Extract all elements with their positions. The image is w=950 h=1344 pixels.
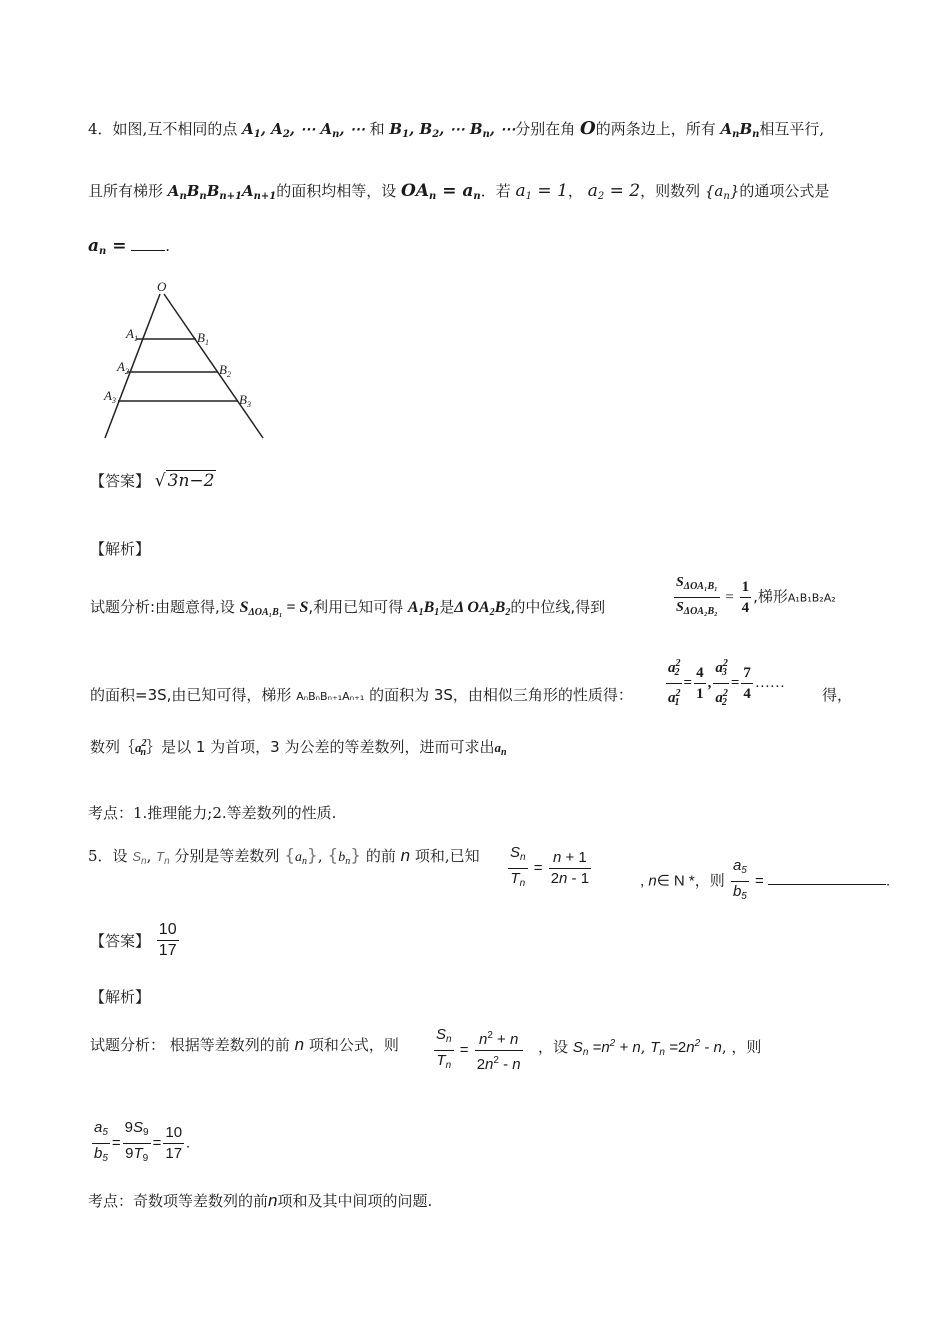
q4-line2-intro: 且所有梯形 [88,182,164,200]
q4-analysis-l2-prefix: 的面积=3S,由已知可得，梯形 [90,686,292,704]
q4-a2: $a_2 = 2$ [587,181,641,202]
q4-line2-cond: ．若 [480,182,511,200]
q5-analysis-end: . [186,1134,191,1152]
q5-text1: 分别是等差数列 [174,847,280,865]
q5-given-ratio: $\frac{S_n}{T_n}$ = $\frac{n + 1}{2n - 1}$ [506,843,593,894]
q4-line2 [88,180,829,202]
figure-right-ray [164,294,263,438]
q4-analysis-triangle: Δ $OA_2B_2$ [454,599,511,618]
q5-n1-2n1-fraction: $\frac{n + 1}{2n - 1}$ [550,849,590,887]
figure-label-a1: $A_1$ [126,326,138,343]
q4-analysis-an: $a_n$ [494,740,507,758]
q5-answer-den: 17 [158,942,177,959]
q5-n-set: n [648,872,657,890]
q5-n: n [400,846,411,865]
q5-seq-a: $\{a_n\}$ [284,846,318,867]
q4-analysis-l2-mid: 的面积为 3S，由相似三角形的性质得： [369,686,633,704]
q4-analysis-l1-prefix: 试题分析:由题意得,设 [90,598,235,616]
q4-ratio-4-1: $\frac{4}{1}$ [696,665,704,702]
q5-analysis-tn-def: $T_n =2n^2 - n$ [650,1038,722,1058]
q4-area-ratio-fraction: $\frac{S_{\Delta OA_1B_1}}{S_{\Delta OA_2B_2}}$ [676,575,718,617]
q5-analysis-mid: 项和公式，则 [308,1036,399,1054]
q5-analysis-then: ，则 [731,1038,762,1056]
q5-answer-fraction [157,920,179,961]
q5-sn: $S_n$ [132,849,147,867]
q5-text2: 的前 [365,847,396,865]
q4-analysis-l3-mid: ｝是以 1 为首项，3 为公差的等差数列，进而可求出 [146,738,495,756]
q5-analysis-10-17: $\frac{10}{17}$ [165,1124,183,1162]
q4-line2-mid: 的面积均相等，设 [276,182,397,200]
q4-trapezoid-name: $A_nB_nB_{n+1}A_{n+1}$ [167,182,277,202]
q4-answer-label: 【答案】 [90,472,151,490]
q4-analysis-l3-prefix: 数列｛ [90,738,136,756]
q5-answer-label: 【答案】 [90,932,151,950]
q4-analysis-l1-trapname: A₁B₁B₂A₂ [787,591,836,605]
q5-analysis-line1-right: ，设 $S_n =n^2 + n$, $T_n =2n^2 - n$, ，则 [538,1038,762,1058]
q4-analysis-s-def: $S_{\Delta OA_1B_1} = S$ [239,599,309,618]
q4-a1: $a_1 = 1$ [515,181,568,202]
q4-area-ratio-value: $\frac{1}{4}$ [741,579,750,616]
q4-analysis-a1b1: $A_1B_1$ [407,599,440,618]
q4-line2-tail: 的通项公式是 [739,182,830,200]
figure-label-a3: $A_3$ [104,388,116,405]
q5-text3: 项和,已知 [414,847,480,865]
q4-analysis-an-sq: $a^2_n$ [135,738,147,758]
q4-angle-vertex: O [580,118,596,139]
q4-ratio-7-4: $\frac{7}{4}$ [743,665,751,702]
q4-line1-and: 和 [369,120,385,138]
q5-analysis-9s9-9t9: $\frac{9S_9}{9T_9}$ [124,1119,149,1164]
q5-number: 5．设 [88,847,128,865]
figure-label-a2: $A_2$ [117,359,129,376]
q5-end: . [885,872,891,890]
q4-answer-sqrt: √ 3n−2 [154,471,215,491]
q4-answer-blank [131,236,165,251]
q5-analysis-set: ，设 [538,1038,569,1056]
q4-answer [90,470,216,491]
q5-analysis-n2-fraction: $\frac{n^2 + n}{2n^2 - n}$ [475,1026,523,1075]
q4-ratio-a2-a1: $\frac{a^2_2}{a^2_1}$ [666,654,682,713]
q5-kaodian-suffix: 项和及其中间项的问题. [277,1192,433,1210]
q4-analysis-line2 [90,684,633,705]
q4-analysis-l2-tail: 得， [822,686,853,704]
q5-seq-b: $\{b_n\}$ [327,846,362,867]
q4-points-a: $A_1$, $A_2$, ⋯ $A_n$, ⋯ [242,120,365,140]
q4-points-b: $B_1$, $B_2$, ⋯ $B_n$, ⋯ [389,120,516,140]
q4-line1-tail2: 相互平行, [759,120,825,138]
q5-analysis-line2: $\frac{a_5}{b_5}$ = $\frac{9S_9}{9T_9}$ = $\frac{10}{17}$ . [90,1118,190,1169]
q5-answer-num: 10 [157,920,179,941]
q4-analysis-l1-is: 是 [439,598,455,616]
q5-line1: 5．设 $S_n$, $T_n$ 分别是等差数列 $\{a_n\}$, $\{b_n\}$ 的前 n 项和,已知 [88,846,480,867]
q5-answer [90,920,181,961]
q4-analysis-l1-trap: ,梯形 [753,587,788,606]
q4-line1-intro: 如图,互不相同的点 [112,120,238,138]
q5-analysis-n: n [294,1035,305,1054]
q4-anbn: $A_nB_n$ [720,120,760,140]
q5-kaodian-prefix: 考点：奇数项等差数列的前 [88,1192,269,1210]
q5-analysis-sn-tn: $\frac{S_n}{T_n}$ [436,1026,452,1071]
q4-line2-then: ，则数列 [640,182,701,200]
q4-line3 [88,236,170,257]
q5-set: ∈ N * [656,872,695,890]
q4-line1-mid: 分别在角 [515,120,576,138]
q4-analysis-l1-midline: 的中位线,得到 [510,598,606,616]
q5-analysis-label: 【解析】 [90,988,151,1006]
q4-line1 [88,118,824,140]
q5-analysis-a5-b5: $\frac{a_5}{b_5}$ [94,1119,108,1164]
q4-analysis-line3 [90,736,507,758]
q5-a5-b5-fraction: $\frac{a_5}{b_5}$ [732,857,747,902]
q4-ratio-a3-a2: $\frac{a^2_3}{a^2_2}$ [713,654,729,713]
q4-analysis-label: 【解析】 [90,540,151,558]
q5-analysis-line1 [90,1034,399,1055]
q5-analysis-formula: $\frac{S_n}{T_n}$ = $\frac{n^2 + n}{2n^2 - n}$ [432,1025,525,1076]
q4-analysis-ratio: $\frac{S_{\Delta OA_1B_1}}{S_{\Delta OA_2B_2}}$ = $\frac{1}{4}$ ,梯形A₁B₁B₂A₂ [672,573,836,622]
q4-def-oan: $OA_n = a_n$ [401,181,481,202]
q4-analysis-l2-dots: …… [754,674,785,691]
q4-analysis-l1-mid: ,利用已知可得 [308,598,404,616]
q5-tn: $T_n$ [156,849,170,867]
q4-line2-sep: ， [567,182,583,200]
q5-analysis-prefix: 试题分析： 根据等差数列的前 [90,1036,290,1054]
q5-sn-tn-fraction: $\frac{S_n}{T_n}$ [510,844,526,889]
q4-number: 4． [88,120,113,138]
figure-label-o: O [157,280,167,294]
q5-then: ，则 [694,871,725,890]
q4-line1-tail: 的两条边上，所有 [595,120,716,138]
q4-analysis-l2-trapname: AₙBₙBₙ₊₁Aₙ₊₁ [296,690,365,703]
q4-figure [100,280,275,445]
q4-analysis-ratios: $\frac{a^2_2}{a^2_1}$ = $\frac{4}{1}$ , $\frac{a^2_3}{a^2_2}$ = $\frac{7}{4}$ …… [664,654,785,713]
figure-label-b3: $B_3$ [239,392,251,409]
q5-answer-blank [768,870,886,885]
q5-analysis-sn-def: $S_n =n^2 + n$ [572,1038,641,1058]
figure-label-b2: $B_2$ [219,362,231,379]
figure-label-b1: $B_1$ [197,330,209,347]
q4-line3-end: . [165,237,171,255]
figure-left-ray [105,294,160,438]
q4-analysis-line1 [90,596,605,618]
q4-answer-value: 3n−2 [167,471,215,491]
q5-kaodian-n: n [268,1191,278,1210]
q4-seq-an: $\{a_n\}$ [704,182,740,202]
q5-line1-right: , n∈ N *，则 $\frac{a_5}{b_5}$ = . [640,856,890,907]
q5-kaodian [88,1190,432,1211]
q4-an-eq: $a_n$ = [88,236,127,257]
q4-kaodian: 考点：1.推理能力;2.等差数列的性质. [88,804,337,822]
